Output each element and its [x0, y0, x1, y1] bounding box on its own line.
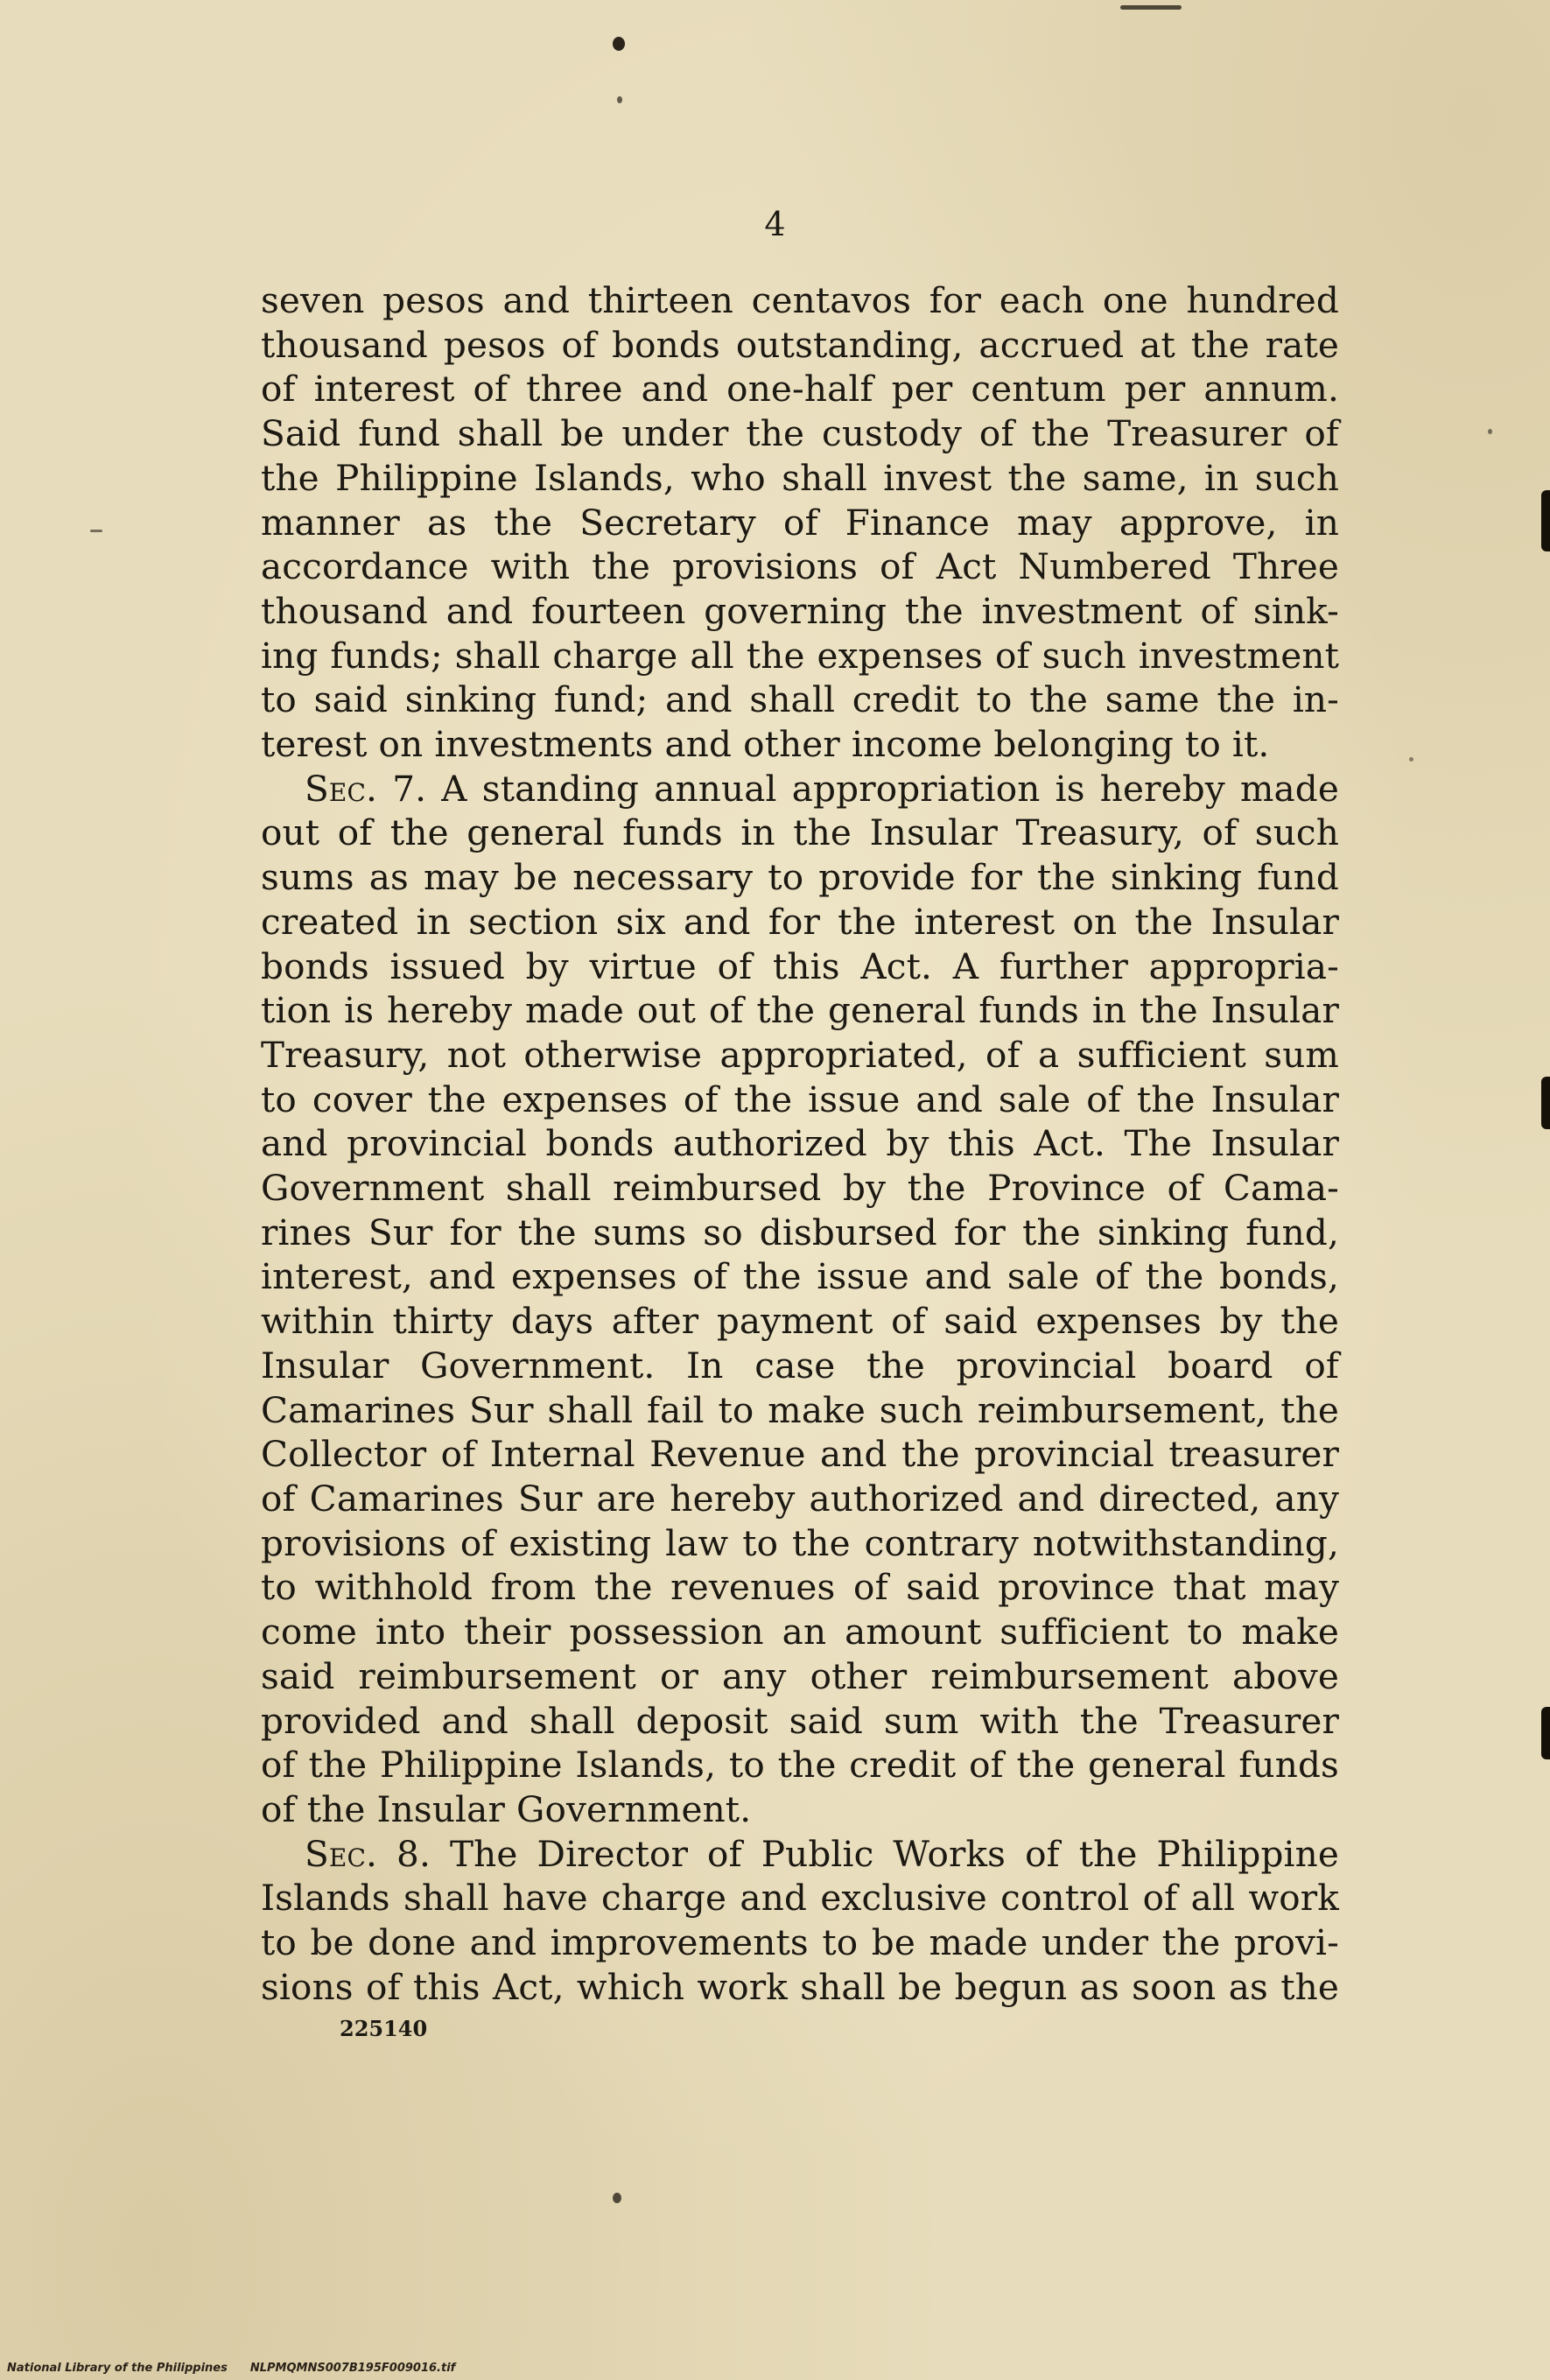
text-line: of Camarines Sur are hereby authorized and directed, any — [261, 1477, 1339, 1520]
text-line: manner as the Secretary of Finance may approve, in — [261, 501, 1339, 544]
text-fragment: A standing annual appropriation is hereby made — [426, 767, 1339, 810]
scan-footer — [7, 2362, 455, 2375]
text-line: provisions of existing law to the contrary notwithstanding, — [261, 1521, 1339, 1564]
text-line: come into their possession an amount sufficient to make — [261, 1611, 1339, 1653]
text-line: said reimbursement or any other reimbursement above — [261, 1654, 1339, 1697]
text-line: accordance with the provisions of Act Numbered Three — [261, 545, 1339, 588]
dust-speck — [1488, 429, 1492, 434]
paragraph-section-8 — [261, 1832, 1339, 2010]
binding-edge-mark — [1541, 490, 1550, 551]
paragraph-section-7 — [261, 767, 1339, 1832]
dust-speck — [613, 37, 625, 51]
text-line: thousand and fourteen governing the investment of sink- — [261, 589, 1339, 632]
text-line: the Philippine Islands, who shall invest the same, in such — [261, 456, 1339, 499]
print-code: 225140 — [340, 2016, 428, 2041]
binding-edge-mark — [1541, 1707, 1550, 1759]
page-number: 4 — [764, 205, 786, 243]
body-text — [261, 278, 1339, 2009]
text-line: within thirty days after payment of said expenses by the — [261, 1300, 1339, 1343]
dust-speck — [1120, 5, 1182, 10]
text-line: Collector of Internal Revenue and the provincial treasurer — [261, 1433, 1339, 1476]
text-line: sions of this Act, which work shall be begun as soon as the — [261, 1965, 1339, 2008]
text-line: seven pesos and thirteen centavos for each one hundred — [261, 279, 1339, 321]
binding-edge-mark — [1541, 1077, 1550, 1129]
text-line: Camarines Sur shall fail to make such reimbursement, the — [261, 1388, 1339, 1431]
text-line: thousand pesos of bonds outstanding, accrued at the rate — [261, 323, 1339, 366]
text-line: rines Sur for the sums so disbursed for the sinking fund, — [261, 1211, 1339, 1253]
text-line: ing funds; shall charge all the expenses of such investment — [261, 634, 1339, 677]
text-line: interest, and expenses of the issue and sale of the bonds, — [261, 1255, 1339, 1298]
text-line: bonds issued by virtue of this Act. A further appropria- — [261, 944, 1339, 987]
text-line: Insular Government. In case the provincial board of — [261, 1344, 1339, 1387]
text-line — [261, 1832, 1339, 1877]
text-line: to withhold from the revenues of said province that may — [261, 1566, 1339, 1609]
text-line: Treasury, not otherwise appropriated, of a sufficient sum — [261, 1033, 1339, 1076]
text-line: and provincial bonds authorized by this Act. The Insular — [261, 1122, 1339, 1165]
section-label: Sec. 8. — [305, 1832, 431, 1875]
text-line: created in section six and for the interest on the Insular — [261, 900, 1339, 943]
text-fragment: The Director of Public Works of the Philippine — [431, 1832, 1340, 1875]
paragraph-sinking-fund-continued — [261, 278, 1339, 767]
text-line: Islands shall have charge and exclusive control of all work — [261, 1877, 1339, 1920]
section-label: Sec. 7. — [305, 767, 427, 810]
text-line: of the Philippine Islands, to the credit of the general funds — [261, 1744, 1339, 1787]
dust-speck — [613, 2193, 621, 2203]
text-line: provided and shall deposit said sum with the Treasurer — [261, 1699, 1339, 1742]
text-line: to cover the expenses of the issue and sale of the Insular — [261, 1078, 1339, 1120]
text-line: of the Insular Government. — [261, 1787, 752, 1830]
text-line: Said fund shall be under the custody of the Treasurer of — [261, 412, 1339, 455]
dust-speck — [90, 530, 102, 532]
text-line: out of the general funds in the Insular Treasury, of such — [261, 811, 1339, 854]
text-line: to said sinking fund; and shall credit to the same the in- — [261, 678, 1339, 721]
text-line: Government shall reimbursed by the Province of Cama- — [261, 1167, 1339, 1210]
text-line: terest on investments and other income belonging to it. — [261, 723, 1270, 766]
text-line — [261, 767, 1339, 811]
dust-speck — [617, 96, 622, 103]
text-line: to be done and improvements to be made under the provi- — [261, 1921, 1339, 1964]
dust-speck — [1409, 757, 1413, 762]
library-name: National Library of the Philippines — [7, 2362, 228, 2375]
text-line: of interest of three and one-half per centum per annum. — [261, 368, 1339, 411]
scan-file-id: NLPMQMNS007B195F009016.tif — [249, 2362, 456, 2375]
text-line: tion is hereby made out of the general funds in the Insular — [261, 989, 1339, 1032]
text-line: sums as may be necessary to provide for the sinking fund — [261, 856, 1339, 899]
